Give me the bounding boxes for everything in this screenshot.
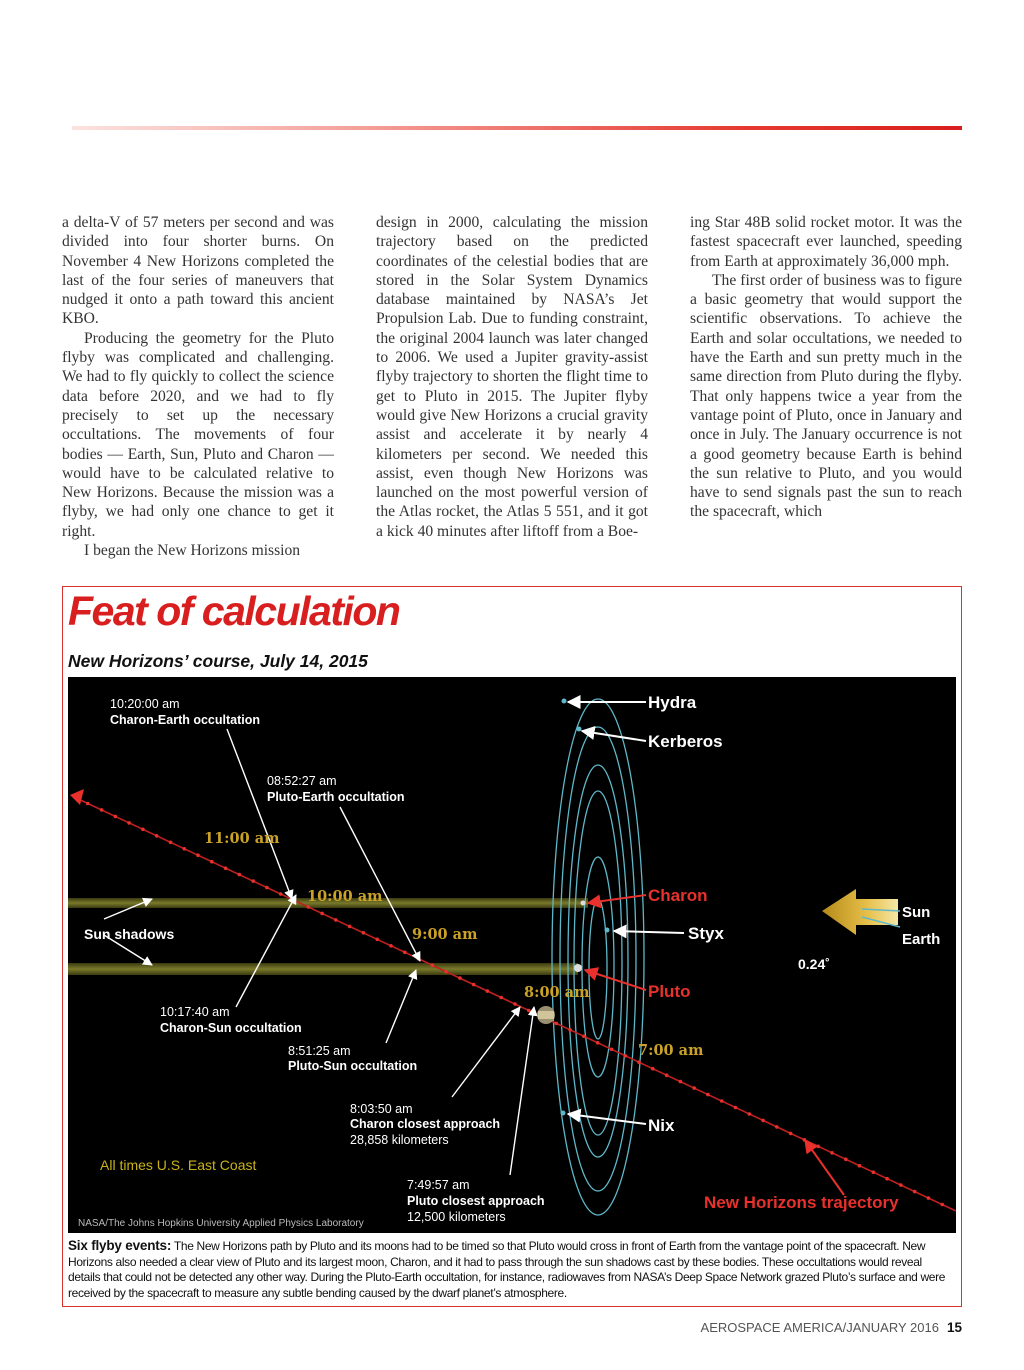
pluto-label: Pluto [648, 982, 691, 1001]
trajectory-dot [651, 1067, 655, 1071]
trajectory-time: 8:00 am [524, 984, 590, 1001]
event-label: Pluto closest approach [407, 1194, 545, 1208]
trajectory-dot [899, 1183, 903, 1187]
trajectory-dot [858, 1164, 862, 1168]
event-time: 10:17:40 am [160, 1005, 230, 1019]
event-label: Pluto-Sun occultation [288, 1059, 418, 1073]
trajectory-dot [279, 892, 283, 896]
event-distance: 28,858 kilometers [350, 1133, 449, 1147]
angle-label: 0.24˚ [798, 956, 830, 972]
event-time: 10:20:00 am [110, 697, 180, 711]
trajectory-dot [251, 879, 255, 883]
journal-name: AEROSPACE AMERICA/JANUARY 2016 [700, 1320, 939, 1335]
hydra-label: Hydra [648, 693, 697, 712]
figure-title: Feat of calculation [68, 588, 400, 634]
trajectory-dot [320, 912, 324, 916]
trajectory-dot [362, 931, 366, 935]
figure-subtitle: New Horizons’ course, July 14, 2015 [68, 651, 368, 671]
trajectory-dot [513, 1002, 517, 1006]
trajectory-time: 7:00 am [638, 1042, 704, 1059]
text-column-1 [62, 213, 334, 560]
trajectory-dot [624, 1054, 628, 1058]
event-time: 8:51:25 am [288, 1044, 351, 1058]
trajectory-dot [86, 802, 90, 806]
event-time: 8:03:50 am [350, 1102, 413, 1116]
sun-earth-arrow [822, 889, 900, 935]
trajectory-dot [141, 828, 145, 832]
trajectory-dot [692, 1086, 696, 1090]
event-label: Pluto-Earth occultation [267, 790, 405, 804]
kerberos-body [577, 727, 582, 732]
trajectory-dot [775, 1125, 779, 1129]
trajectory-dot [431, 963, 435, 967]
trajectory-dot [679, 1080, 683, 1084]
nix-body [561, 1111, 566, 1116]
charon-body [581, 901, 586, 906]
event-distance: 12,500 kilometers [407, 1210, 506, 1224]
paragraph: ing Star 48B solid rocket motor. It was the fastest spacecraft ever launched, speeding from Earth at approximately 36,000 mph. [690, 214, 962, 270]
text-column-3 [690, 213, 962, 522]
spacecraft-icon [537, 1006, 555, 1024]
trajectory-dot [761, 1119, 765, 1123]
moon-arrows [568, 702, 684, 1124]
trajectory-dot [844, 1158, 848, 1162]
flyby-svg [68, 677, 956, 1233]
trajectory-time: 10:00 am [307, 888, 383, 905]
trajectory-dot [375, 938, 379, 942]
trajectory-dot [114, 815, 118, 819]
trajectory-dot [816, 1145, 820, 1149]
trajectory-dot [155, 834, 159, 838]
trajectory-dot [100, 808, 104, 812]
trajectory-dot [527, 1009, 531, 1013]
trajectory-dot [169, 841, 173, 845]
trajectory-dot [224, 866, 228, 870]
styx-body [605, 928, 610, 933]
paragraph: a delta-V of 57 meters per second and was divided into four shorter burns. On November 4 New Horizons completed the last of the four series of maneuvers that nudged it onto a path toward this ancient KBO. [62, 214, 334, 328]
trajectory-dot [389, 944, 393, 948]
trajectory-dot [789, 1132, 793, 1136]
trajectory-dot [872, 1170, 876, 1174]
trajectory-dot [596, 1041, 600, 1045]
text-column-2 [376, 213, 648, 541]
trajectory-dot [720, 1099, 724, 1103]
moon-orbits [552, 699, 644, 1215]
trajectory-dot [472, 983, 476, 987]
trajectory-dot [555, 1022, 559, 1026]
trajectory-dot [403, 951, 407, 955]
trajectory-dot [307, 905, 311, 909]
trajectory-dot [665, 1073, 669, 1077]
trajectory-dot [444, 970, 448, 974]
event-label: Charon closest approach [350, 1117, 501, 1131]
sun-label: Sun [902, 904, 931, 921]
paragraph: The first order of business was to figure a basic geometry that would support the scientific observations. To achieve the Earth and solar occultations, we needed to have the Earth and sun pretty much in the same direction from Pluto during the flyby. That only happens twice a year from the vantage point of Pluto, once in January and once in July. The January occurrence is not a good geometry because Earth is behind the sun relative to Pluto, and you would have to send signals past the sun to reach the spacecraft, which [690, 271, 962, 521]
trajectory-dot [196, 853, 200, 857]
caption-text: The New Horizons path by Pluto and its moons had to be timed so that Pluto would cross in front of Earth from the vantage point of the spacecraft. New Horizons also needed a clear view of Pluto and its largest moon, Charon, and it had to pass through the sun shadows cast by these bodies. These occultations would reveal details that could not be detected any other way. During the Pluto-Earth occultation, for instance, radiowaves from NASA’s Deep Space Network grazed Pluto’s surface and were received by the spacecraft to measure any subtle bending caused by the dwarf planet’s atmosphere. [68, 1239, 946, 1300]
trajectory-dot [734, 1106, 738, 1110]
event-time: 7:49:57 am [407, 1178, 470, 1192]
trajectory-dot [830, 1151, 834, 1155]
page-number: 15 [946, 1320, 962, 1335]
trajectory-dot [748, 1112, 752, 1116]
figure-caption [68, 1238, 952, 1301]
trajectory-dot [486, 989, 490, 993]
trajectory-dot [706, 1093, 710, 1097]
timezone-note: All times U.S. East Coast [100, 1157, 257, 1173]
trajectory-dot [568, 1028, 572, 1032]
header-rule [72, 126, 962, 130]
trajectory-dot [610, 1048, 614, 1052]
trajectory-dot [238, 873, 242, 877]
paragraph: design in 2000, calculating the mission trajectory based on the predicted coordinates of the celestial bodies that are stored in the Solar System Dynamics database maintained by NASA’s Jet Propulsion Lab. Due to funding constraint, the original 2004 launch was later changed to 2006. We used a Jupiter gravity-assist flyby trajectory to shorten the flight time to get to Pluto in 2015. The Jupiter flyby would give New Horizons a crucial gravity assist and accelerate it by nearly 4 kilometers per second. We needed this assist, even though New Horizons was launched on the most powerful version of the Atlas rocket, the Atlas 5 551, and it got a kick 40 minutes after liftoff from a Boe- [376, 214, 648, 540]
sun-shadows-label: Sun shadows [84, 926, 175, 942]
caption-lead: Six flyby events: [68, 1238, 172, 1253]
event-label: Charon-Sun occultation [160, 1021, 302, 1035]
trajectory-dot [885, 1177, 889, 1181]
trajectory-label: New Horizons trajectory [704, 1193, 899, 1212]
flyby-diagram [68, 677, 956, 1233]
earth-label: Earth [902, 931, 941, 948]
trajectory-dot [499, 996, 503, 1000]
page-footer [701, 1320, 962, 1335]
trajectory-dot [334, 918, 338, 922]
trajectory-dot [927, 1196, 931, 1200]
trajectory-dot [913, 1190, 917, 1194]
paragraph: Producing the geometry for the Pluto flyby was complicated and challenging. We had to fly quickly to collect the science data before 2020, and we had to fly precisely to set up the necessary occultations. The movements of four bodies — Earth, Sun, Pluto and Charon — would have to be calculated relative to New Horizons. Because the mission was a flyby, we had only one chance to get it right. [62, 329, 334, 540]
styx-label: Styx [688, 924, 724, 943]
trajectory-dot [127, 821, 131, 825]
trajectory-arrowhead [70, 789, 84, 805]
trajectory-dot [265, 886, 269, 890]
hydra-body [562, 699, 567, 704]
nix-label: Nix [648, 1116, 675, 1135]
trajectory-dot [582, 1035, 586, 1039]
paragraph: I began the New Horizons mission [84, 542, 301, 560]
event-time: 08:52:27 am [267, 774, 337, 788]
trajectory-time: 9:00 am [412, 926, 478, 943]
trajectory-dot [458, 976, 462, 980]
trajectory-dot [348, 925, 352, 929]
event-label: Charon-Earth occultation [110, 713, 261, 727]
trajectory-dot [210, 860, 214, 864]
trajectory-dot [940, 1203, 944, 1207]
pluto-shadow [68, 963, 578, 975]
trajectory-time: 11:00 am [204, 830, 280, 847]
trajectory-dot [637, 1060, 641, 1064]
kerberos-label: Kerberos [648, 732, 723, 751]
trajectory-dot [183, 847, 187, 851]
charon-label: Charon [648, 886, 708, 905]
pluto-body [574, 964, 582, 972]
figure-credit: NASA/The Johns Hopkins University Applied Physics Laboratory [78, 1218, 364, 1229]
